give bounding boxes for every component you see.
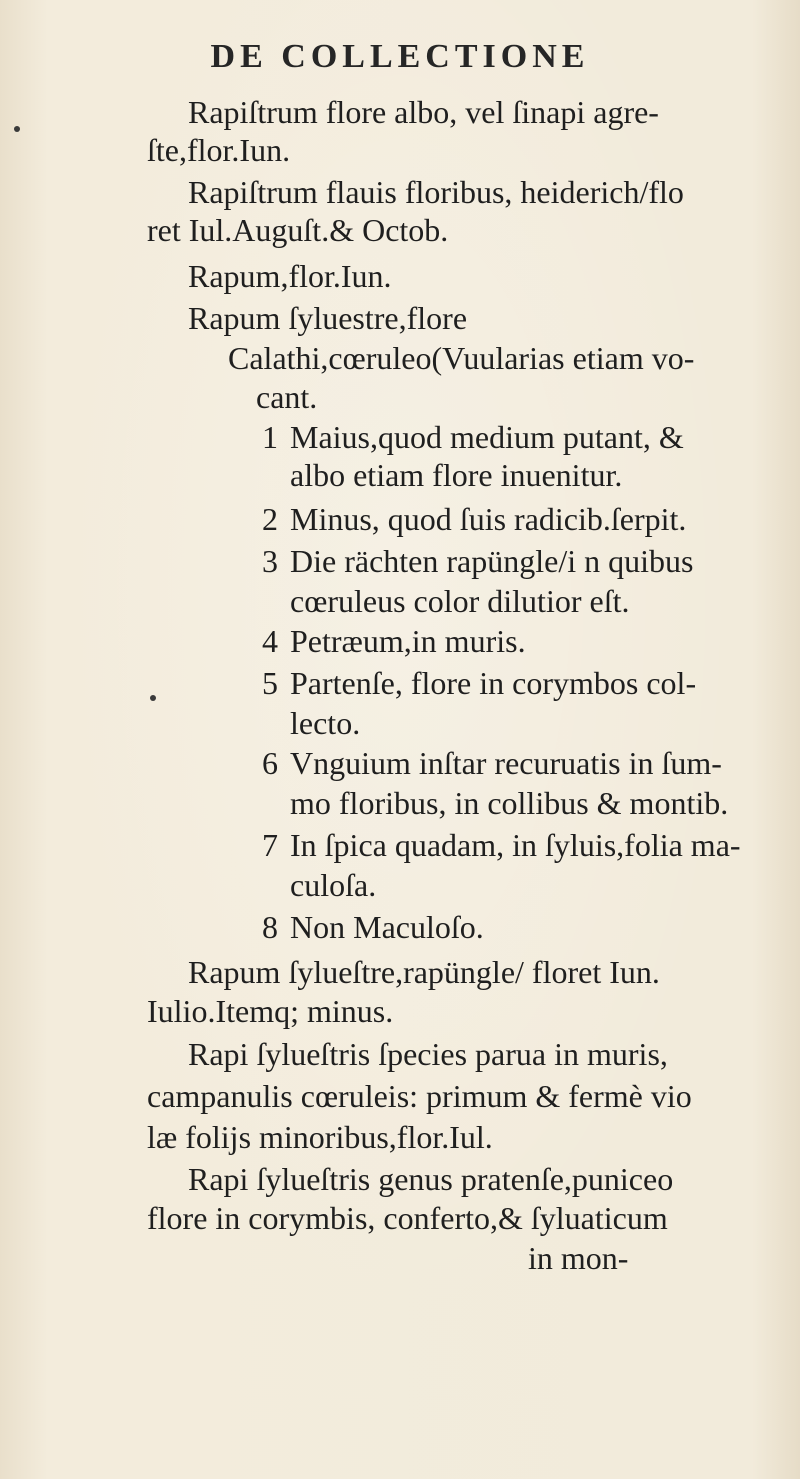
numbered-line: 4 Petræum,in muris. — [262, 623, 526, 659]
text-line: Rapum,flor.Iun. — [188, 258, 392, 294]
text-line: ret Iul.Auguſt.& Octob. — [147, 212, 449, 248]
numbered-line: 8 Non Maculoſo. — [262, 909, 484, 945]
text-line: Rapum ſylueſtre,rapüngle/ floret Iun. — [188, 954, 660, 990]
item-number: 3 — [262, 543, 278, 579]
item-number: 7 — [262, 827, 278, 863]
catchword: in mon- — [528, 1240, 629, 1276]
text-line: Rapum ſyluestre,flore — [188, 300, 468, 336]
item-number: 8 — [262, 909, 278, 945]
text-line: cœruleus color dilutior eſt. — [290, 583, 630, 619]
text-line: cant. — [256, 379, 318, 415]
item-number: 2 — [262, 501, 278, 537]
item-number: 1 — [262, 419, 278, 455]
text-line: ſte,flor.Iun. — [147, 132, 291, 168]
numbered-line: 5 Partenſe, flore in corymbos col- — [262, 665, 697, 701]
text-line: Rapiſtrum flauis floribus, heiderich/flo — [188, 174, 684, 210]
text-line: culoſa. — [290, 867, 377, 903]
running-head: DE COLLECTIONE — [210, 38, 590, 75]
text-line: flore in corymbis, conferto,& ſyluaticum — [147, 1200, 668, 1236]
text-line: Rapiſtrum flore albo, vel ſinapi agre- — [188, 94, 659, 130]
text-line: Iulio.Itemq; minus. — [147, 993, 394, 1029]
item-number: 4 — [262, 623, 278, 659]
ink-speck — [14, 126, 20, 132]
numbered-line: 1 Maius,quod medium putant, & — [262, 419, 684, 455]
item-number: 5 — [262, 665, 278, 701]
numbered-line: 6 Vnguium inſtar recuruatis in ſum- — [262, 745, 722, 781]
numbered-line: 3 Die rächten rapüngle/i n quibus — [262, 543, 694, 579]
text-line: Rapi ſylueſtris genus pratenſe,puniceo — [188, 1161, 674, 1197]
text-line: campanulis cœruleis: primum & fermè vio — [147, 1078, 692, 1114]
text-line: mo floribus, in collibus & montib. — [290, 785, 729, 821]
text-line: Rapi ſylueſtris ſpecies parua in muris, — [188, 1036, 668, 1072]
text-line: lecto. — [290, 705, 361, 741]
numbered-line: 7 In ſpica quadam, in ſyluis,folia ma- — [262, 827, 741, 863]
text-line: Calathi,cœruleo(Vuularias etiam vo- — [228, 340, 695, 376]
numbered-line: 2 Minus, quod ſuis radicib.ſerpit. — [262, 501, 687, 537]
text-line: albo etiam flore inuenitur. — [290, 457, 623, 493]
ink-speck — [150, 695, 156, 701]
text-line: læ folijs minoribus,flor.Iul. — [147, 1119, 493, 1155]
item-number: 6 — [262, 745, 278, 781]
